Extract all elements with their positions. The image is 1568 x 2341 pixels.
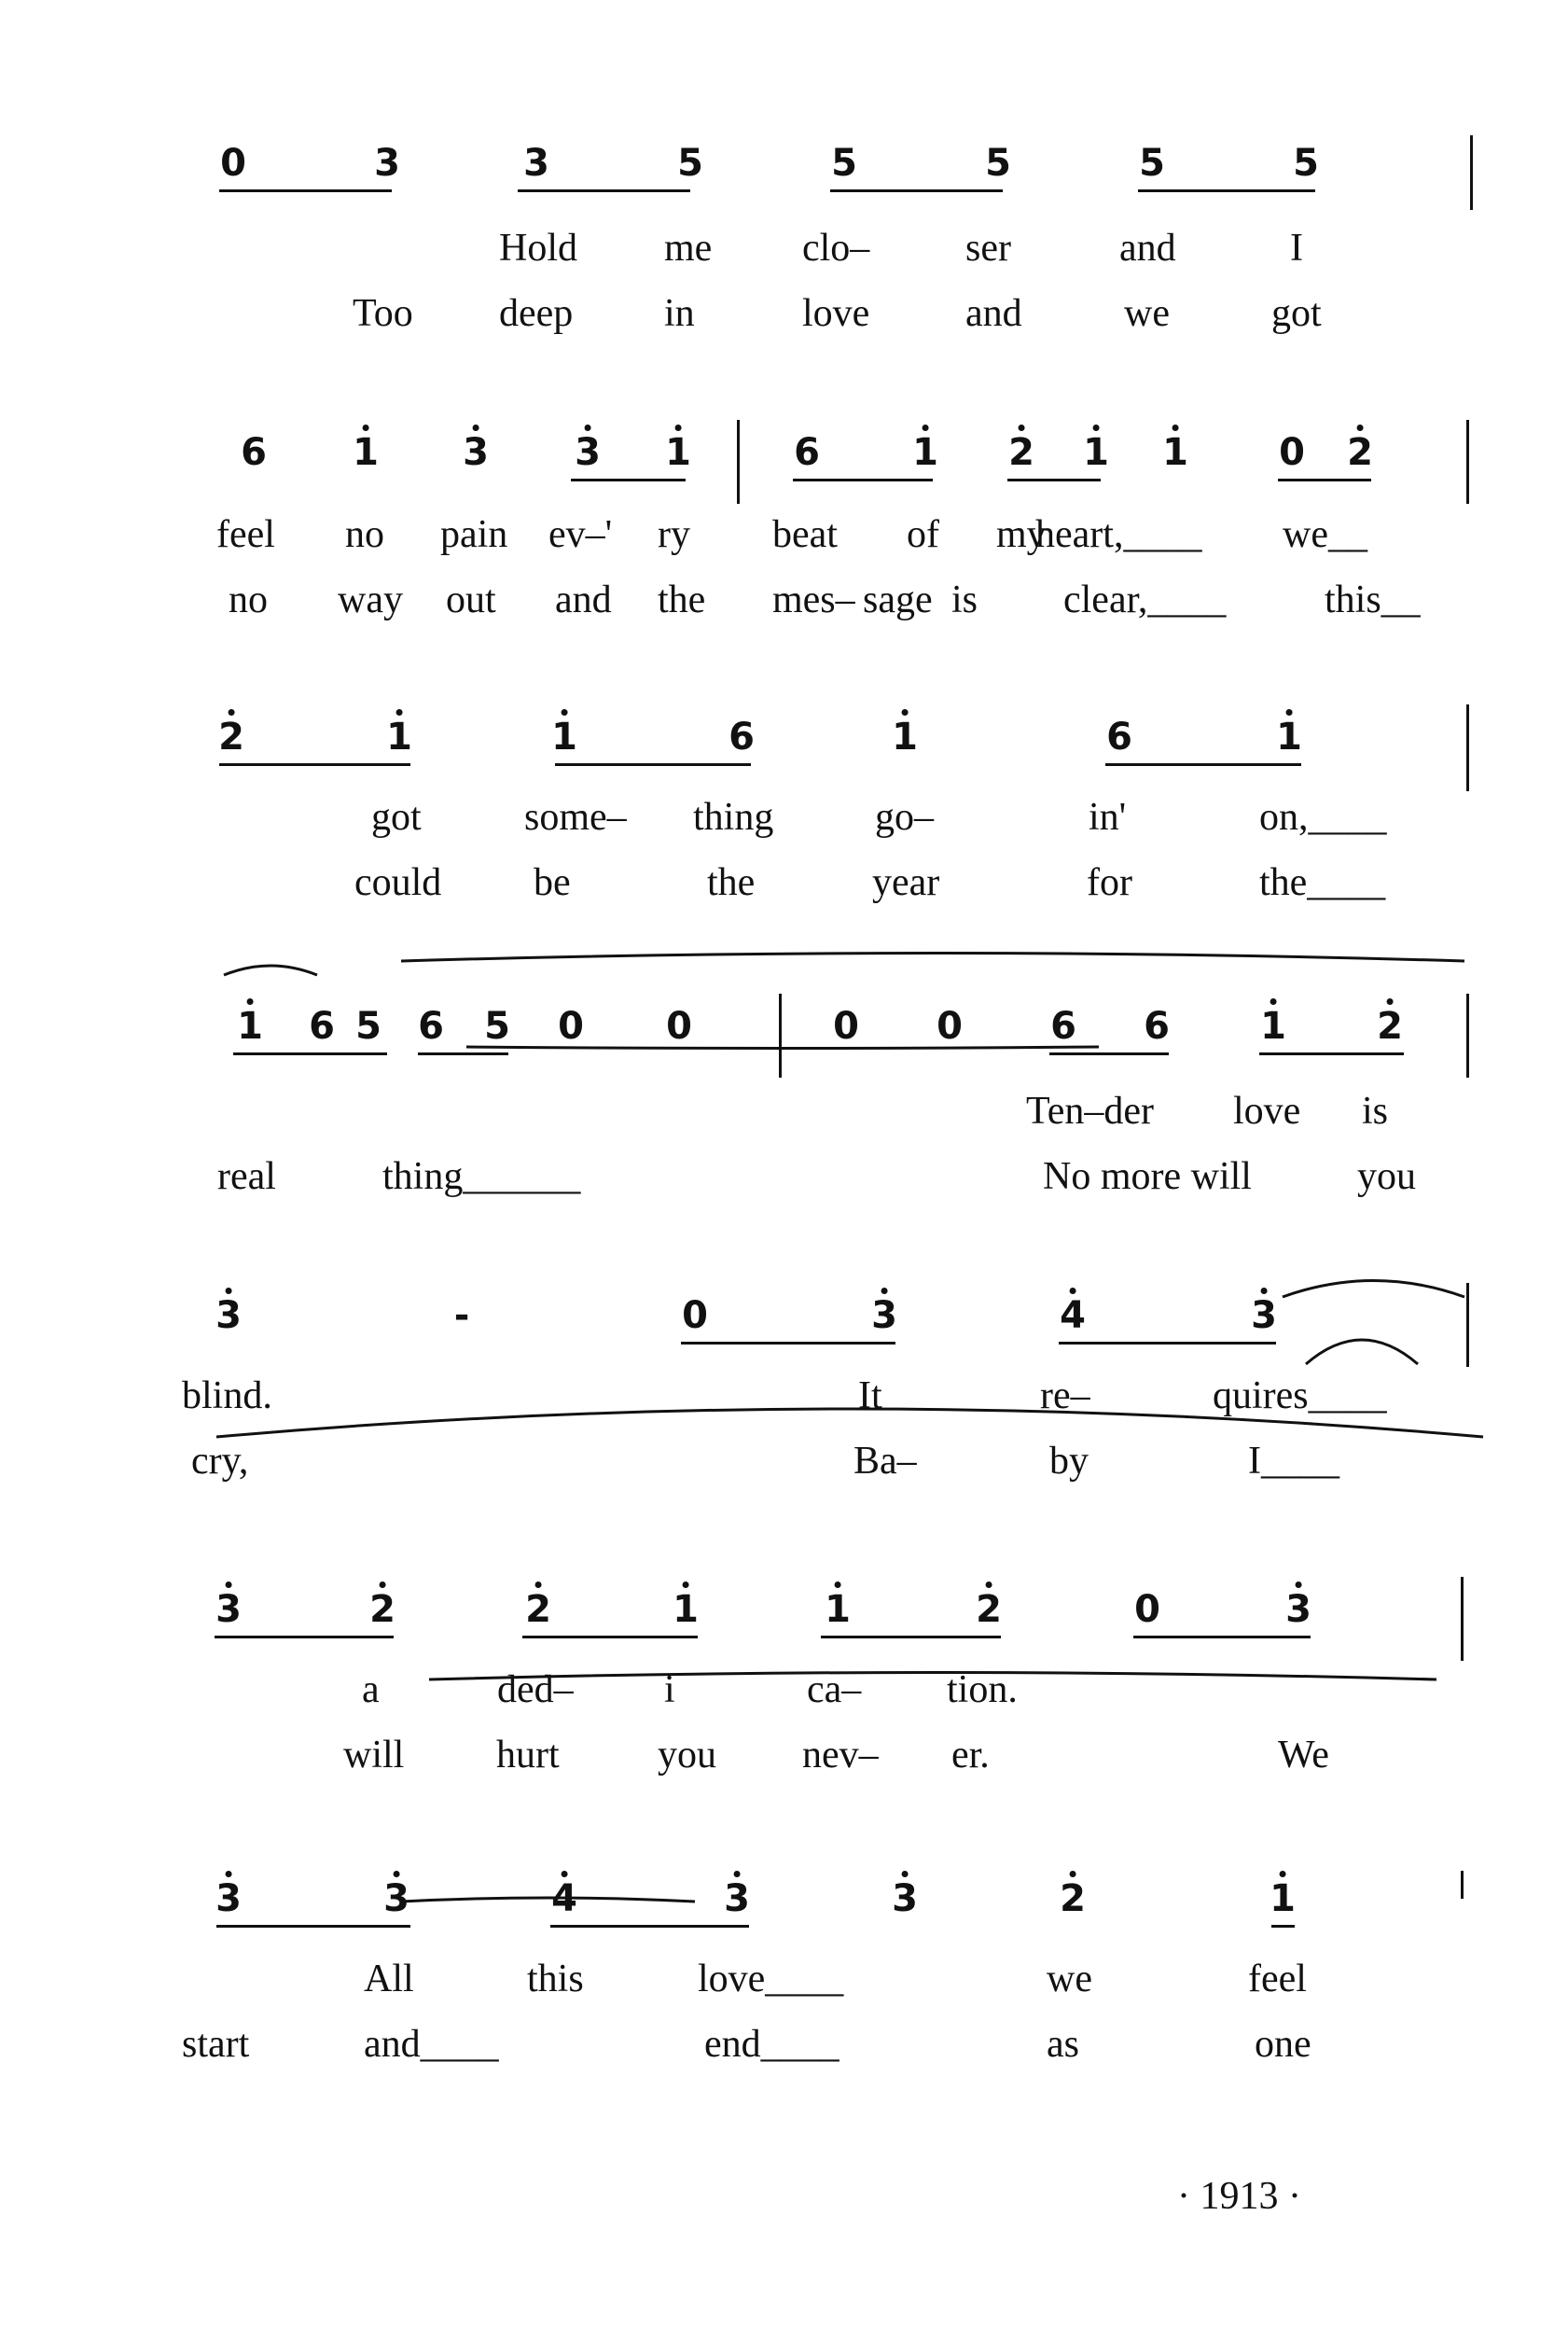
verse1-lyric: is	[1362, 1090, 1389, 1133]
score-note	[484, 1005, 510, 1048]
score-note	[418, 1005, 444, 1048]
note-digit: 3	[215, 1294, 242, 1337]
verse2-lyric: and	[965, 292, 1022, 335]
score-note	[523, 142, 549, 185]
beam-underline	[1271, 1925, 1295, 1928]
beam-underline	[311, 1052, 378, 1055]
verse1-lyric: of	[907, 513, 939, 556]
beam-underline	[555, 763, 751, 766]
note-digit: 1	[1083, 431, 1109, 474]
octave-dot	[473, 425, 479, 431]
score-note	[1285, 1588, 1311, 1631]
octave-dot	[562, 709, 568, 716]
note-digit: 3	[724, 1877, 750, 1920]
score-note	[1060, 1294, 1086, 1337]
score-note	[976, 1588, 1002, 1631]
verse2-lyric: we	[1124, 292, 1170, 335]
octave-dot	[226, 1288, 232, 1294]
beam-underline	[215, 1636, 394, 1638]
octave-dot	[1093, 425, 1100, 431]
note-digit: 3	[383, 1877, 409, 1920]
bar-line	[1466, 420, 1469, 504]
score-note	[353, 431, 379, 474]
verse2-lyric: the	[658, 578, 706, 621]
verse2-lyric: thing______	[382, 1155, 581, 1198]
beam-underline	[821, 1636, 1001, 1638]
verse2-lyric: mes–	[772, 578, 855, 621]
verse2-lyric: hurt	[496, 1734, 560, 1777]
octave-dot	[1357, 425, 1364, 431]
note-digit: 0	[1134, 1588, 1160, 1631]
note-digit: 5	[484, 1005, 510, 1048]
note-digit: 0	[220, 142, 246, 185]
beam-underline	[219, 189, 392, 192]
bar-line	[737, 420, 740, 504]
verse1-lyric: It	[858, 1374, 882, 1417]
score-note	[241, 431, 267, 474]
bar-line	[779, 994, 782, 1078]
note-digit: 3	[374, 142, 400, 185]
verse1-lyric: no	[345, 513, 384, 556]
score-note	[1251, 1294, 1277, 1337]
beam-underline	[793, 479, 933, 481]
verse2-lyric: er.	[951, 1734, 990, 1777]
verse1-lyric: a	[362, 1668, 380, 1711]
bar-line	[1461, 1871, 1464, 1899]
beam-underline	[1138, 189, 1315, 192]
note-digit: 6	[794, 431, 820, 474]
verse2-lyric: out	[446, 578, 496, 621]
verse1-lyric: love____	[698, 1958, 844, 2000]
note-digit: 0	[682, 1294, 708, 1337]
note-digit: 1	[673, 1588, 699, 1631]
beam-underline	[418, 1052, 508, 1055]
beam-underline	[1105, 763, 1301, 766]
octave-dot	[585, 425, 591, 431]
note-digit: 3	[463, 431, 489, 474]
octave-dot	[835, 1582, 841, 1588]
octave-dot	[1280, 1871, 1286, 1877]
verse1-lyric: in'	[1089, 796, 1127, 839]
verse2-lyric: this__	[1325, 578, 1421, 621]
octave-dot	[226, 1871, 232, 1877]
score-note	[309, 1005, 335, 1048]
note-digit: 2	[369, 1588, 395, 1631]
note-digit: 6	[728, 716, 755, 759]
score-note	[682, 1294, 708, 1337]
beam-underline	[571, 479, 686, 481]
note-digit: 1	[825, 1588, 851, 1631]
note-digit: 0	[833, 1005, 859, 1048]
octave-dot	[923, 425, 929, 431]
note-digit: 5	[1293, 142, 1319, 185]
verse2-lyric: as	[1047, 2023, 1079, 2066]
note-digit: 1	[665, 431, 691, 474]
verse2-lyric: the	[707, 861, 756, 904]
beam-underline	[216, 1925, 410, 1928]
slur-arc	[1306, 1340, 1418, 1364]
note-digit: 3	[575, 431, 601, 474]
octave-dot	[902, 709, 909, 716]
octave-dot	[1261, 1288, 1268, 1294]
beam-underline	[1049, 1052, 1169, 1055]
octave-dot	[363, 425, 369, 431]
octave-dot	[1387, 998, 1394, 1005]
verse1-lyric: my	[996, 513, 1047, 556]
note-digit: 4	[551, 1877, 577, 1920]
score-note	[575, 431, 601, 474]
verse1-lyric: tion.	[947, 1668, 1018, 1711]
note-digit: 6	[1144, 1005, 1170, 1048]
octave-dot	[1070, 1288, 1076, 1294]
verse2-lyric: you	[1357, 1155, 1416, 1198]
beam-underline	[550, 1925, 749, 1928]
verse2-lyric: love	[802, 292, 870, 335]
score-note	[1293, 142, 1319, 185]
note-digit: 6	[309, 1005, 335, 1048]
score-note	[1106, 716, 1132, 759]
octave-dot	[380, 1582, 386, 1588]
verse2-lyric: Ba–	[853, 1440, 917, 1483]
verse1-lyric: clo–	[802, 227, 870, 270]
note-digit: 5	[677, 142, 703, 185]
verse1-lyric: feel	[1248, 1958, 1307, 2000]
score-note	[215, 1588, 242, 1631]
beam-underline	[1278, 479, 1371, 481]
slur-arc	[1283, 1281, 1464, 1298]
verse2-lyric: in	[664, 292, 695, 335]
verse2-lyric: be	[534, 861, 571, 904]
bar-line	[1466, 994, 1469, 1078]
octave-dot	[226, 1582, 232, 1588]
verse2-lyric: you	[658, 1734, 716, 1777]
verse2-lyric: and____	[364, 2023, 499, 2066]
verse2-lyric: way	[338, 578, 403, 621]
score-note	[1270, 1877, 1296, 1920]
score-note	[833, 1005, 859, 1048]
note-digit: 1	[551, 716, 577, 759]
verse1-lyric: love	[1233, 1090, 1301, 1133]
octave-dot	[396, 709, 403, 716]
score-note	[374, 142, 400, 185]
score-note	[912, 431, 938, 474]
score-note	[1050, 1005, 1076, 1048]
note-digit: 3	[1251, 1294, 1277, 1337]
beam-underline	[1007, 479, 1101, 481]
note-digit: 2	[1008, 431, 1034, 474]
octave-dot	[734, 1871, 741, 1877]
score-note	[1377, 1005, 1403, 1048]
note-digit: 2	[525, 1588, 551, 1631]
score-note	[386, 716, 412, 759]
octave-dot	[683, 1582, 689, 1588]
score-note	[218, 716, 244, 759]
octave-dot	[1019, 425, 1025, 431]
score-note	[237, 1005, 263, 1048]
score-note	[215, 1294, 242, 1337]
verse1-lyric: i	[664, 1668, 675, 1711]
note-digit: 5	[355, 1005, 382, 1048]
verse1-lyric: go–	[875, 796, 934, 839]
verse2-lyric: will	[343, 1734, 405, 1777]
score-note	[1060, 1877, 1086, 1920]
score-note	[728, 716, 755, 759]
verse1-lyric: feel	[216, 513, 275, 556]
verse1-lyric: this	[527, 1958, 584, 2000]
note-digit: 6	[241, 431, 267, 474]
slur-arc	[401, 1898, 695, 1902]
verse1-lyric: quires____	[1213, 1374, 1387, 1417]
note-digit: 3	[892, 1877, 918, 1920]
note-digit: 1	[912, 431, 938, 474]
verse1-lyric: Hold	[499, 227, 577, 270]
bar-line	[1466, 704, 1469, 791]
verse2-lyric: I____	[1248, 1440, 1339, 1483]
note-digit: 1	[1276, 716, 1302, 759]
bar-line	[1461, 1577, 1464, 1661]
note-digit: 2	[976, 1588, 1002, 1631]
octave-dot	[881, 1288, 888, 1294]
score-note	[1083, 431, 1109, 474]
verse1-lyric: ev–'	[548, 513, 613, 556]
note-digit: 1	[892, 716, 918, 759]
note-digit: 2	[1347, 431, 1373, 474]
verse1-lyric: got	[371, 796, 422, 839]
note-digit: 0	[1279, 431, 1305, 474]
verse1-lyric: ded–	[497, 1668, 574, 1711]
score-note	[558, 1005, 584, 1048]
verse1-lyric: pain	[440, 513, 508, 556]
verse1-lyric: we	[1047, 1958, 1092, 2000]
slur-arc	[224, 966, 317, 975]
verse1-lyric: Ten–der	[1026, 1090, 1154, 1133]
verse1-lyric: ry	[658, 513, 690, 556]
verse1-lyric: we__	[1283, 513, 1367, 556]
verse1-lyric: me	[664, 227, 713, 270]
verse2-lyric: is	[951, 578, 978, 621]
verse1-lyric: thing	[693, 796, 774, 839]
verse2-lyric: real	[217, 1155, 276, 1198]
verse1-lyric: some–	[524, 796, 627, 839]
octave-dot	[1270, 998, 1277, 1005]
verse2-lyric: Too	[353, 292, 413, 335]
note-digit: 5	[985, 142, 1011, 185]
score-note	[794, 431, 820, 474]
verse1-lyric: beat	[772, 513, 838, 556]
verse2-lyric: year	[872, 861, 940, 904]
score-note	[825, 1588, 851, 1631]
slur-arc	[429, 1673, 1436, 1680]
note-digit: 0	[937, 1005, 963, 1048]
note-digit: 3	[523, 142, 549, 185]
verse1-lyric: ser	[965, 227, 1011, 270]
score-note	[724, 1877, 750, 1920]
note-digit: 6	[418, 1005, 444, 1048]
verse2-lyric: deep	[499, 292, 574, 335]
verse2-lyric: one	[1255, 2023, 1311, 2066]
verse2-lyric: No more will	[1043, 1155, 1252, 1198]
score-note	[937, 1005, 963, 1048]
verse1-lyric: ca–	[807, 1668, 862, 1711]
note-digit: 3	[215, 1877, 242, 1920]
verse2-lyric: sage	[863, 578, 933, 621]
verse2-lyric: clear,____	[1063, 578, 1227, 621]
score-note	[985, 142, 1011, 185]
octave-dot	[562, 1871, 568, 1877]
score-note	[463, 431, 489, 474]
score-note	[383, 1877, 409, 1920]
verse1-lyric: heart,____	[1035, 513, 1202, 556]
note-digit: 3	[215, 1588, 242, 1631]
score-note	[1347, 431, 1373, 474]
note-digit: 5	[1139, 142, 1165, 185]
beam-underline	[219, 763, 410, 766]
octave-dot	[394, 1871, 400, 1877]
verse2-lyric: nev–	[802, 1734, 879, 1777]
verse2-lyric: We	[1278, 1734, 1329, 1777]
verse2-lyric: by	[1049, 1440, 1089, 1483]
octave-dot	[247, 998, 254, 1005]
score-note	[1276, 716, 1302, 759]
beam-underline	[1059, 1342, 1276, 1345]
beam-underline	[830, 189, 1003, 192]
verse2-lyric: could	[354, 861, 442, 904]
score-note	[1162, 431, 1188, 474]
note-digit: 0	[558, 1005, 584, 1048]
note-digit: 1	[1260, 1005, 1286, 1048]
verse2-lyric: got	[1271, 292, 1322, 335]
score-note	[453, 1294, 470, 1337]
verse2-lyric: end____	[704, 2023, 840, 2066]
page-number: · 1913 ·	[1177, 2175, 1301, 2218]
score-note	[892, 1877, 918, 1920]
note-digit: 3	[871, 1294, 897, 1337]
bar-line	[1470, 135, 1473, 210]
score-note	[1008, 431, 1034, 474]
beam-underline	[1133, 1636, 1311, 1638]
score-note	[525, 1588, 551, 1631]
score-note	[665, 431, 691, 474]
score-note	[666, 1005, 692, 1048]
octave-dot	[1296, 1582, 1302, 1588]
score-note	[1139, 142, 1165, 185]
bar-line	[1466, 1283, 1469, 1367]
verse1-lyric: All	[364, 1958, 414, 2000]
verse1-lyric: on,____	[1259, 796, 1387, 839]
beam-underline	[518, 189, 690, 192]
slur-arc	[401, 954, 1464, 962]
note-digit: 4	[1060, 1294, 1086, 1337]
octave-dot	[675, 425, 682, 431]
note-digit: 5	[831, 142, 857, 185]
beam-underline	[681, 1342, 895, 1345]
note-digit: 1	[1270, 1877, 1296, 1920]
verse2-lyric: no	[229, 578, 268, 621]
score-note	[215, 1877, 242, 1920]
verse1-lyric: re–	[1040, 1374, 1090, 1417]
score-note	[1279, 431, 1305, 474]
note-digit: 2	[1377, 1005, 1403, 1048]
beam-underline	[1259, 1052, 1404, 1055]
octave-dot	[1173, 425, 1179, 431]
verse2-lyric: start	[182, 2023, 250, 2066]
score-note	[369, 1588, 395, 1631]
verse1-lyric: blind.	[182, 1374, 272, 1417]
note-digit: 6	[1050, 1005, 1076, 1048]
score-note	[831, 142, 857, 185]
score-note	[551, 716, 577, 759]
octave-dot	[986, 1582, 992, 1588]
verse1-lyric: I	[1290, 227, 1303, 270]
note-digit: 2	[218, 716, 244, 759]
note-digit: 1	[386, 716, 412, 759]
octave-dot	[1286, 709, 1293, 716]
note-digit: 3	[1285, 1588, 1311, 1631]
score-note	[355, 1005, 382, 1048]
score-note	[220, 142, 246, 185]
verse1-lyric: and	[1119, 227, 1176, 270]
score-note	[1260, 1005, 1286, 1048]
score-note	[871, 1294, 897, 1337]
beam-underline	[522, 1636, 698, 1638]
score-note	[673, 1588, 699, 1631]
note-digit: 6	[1106, 716, 1132, 759]
verse2-lyric: and	[555, 578, 612, 621]
note-digit: 2	[1060, 1877, 1086, 1920]
octave-dot	[535, 1582, 542, 1588]
note-digit: 1	[1162, 431, 1188, 474]
note-digit: 0	[666, 1005, 692, 1048]
verse2-lyric: cry,	[191, 1440, 249, 1483]
score-note	[892, 716, 918, 759]
score-note	[1144, 1005, 1170, 1048]
score-note	[677, 142, 703, 185]
octave-dot	[229, 709, 235, 716]
note-digit: 1	[353, 431, 379, 474]
octave-dot	[1070, 1871, 1076, 1877]
note-digit: 1	[237, 1005, 263, 1048]
score-note	[551, 1877, 577, 1920]
score-note	[1134, 1588, 1160, 1631]
verse2-lyric: the____	[1259, 861, 1386, 904]
octave-dot	[902, 1871, 909, 1877]
note-digit: -	[453, 1294, 470, 1337]
verse2-lyric: for	[1087, 861, 1132, 904]
